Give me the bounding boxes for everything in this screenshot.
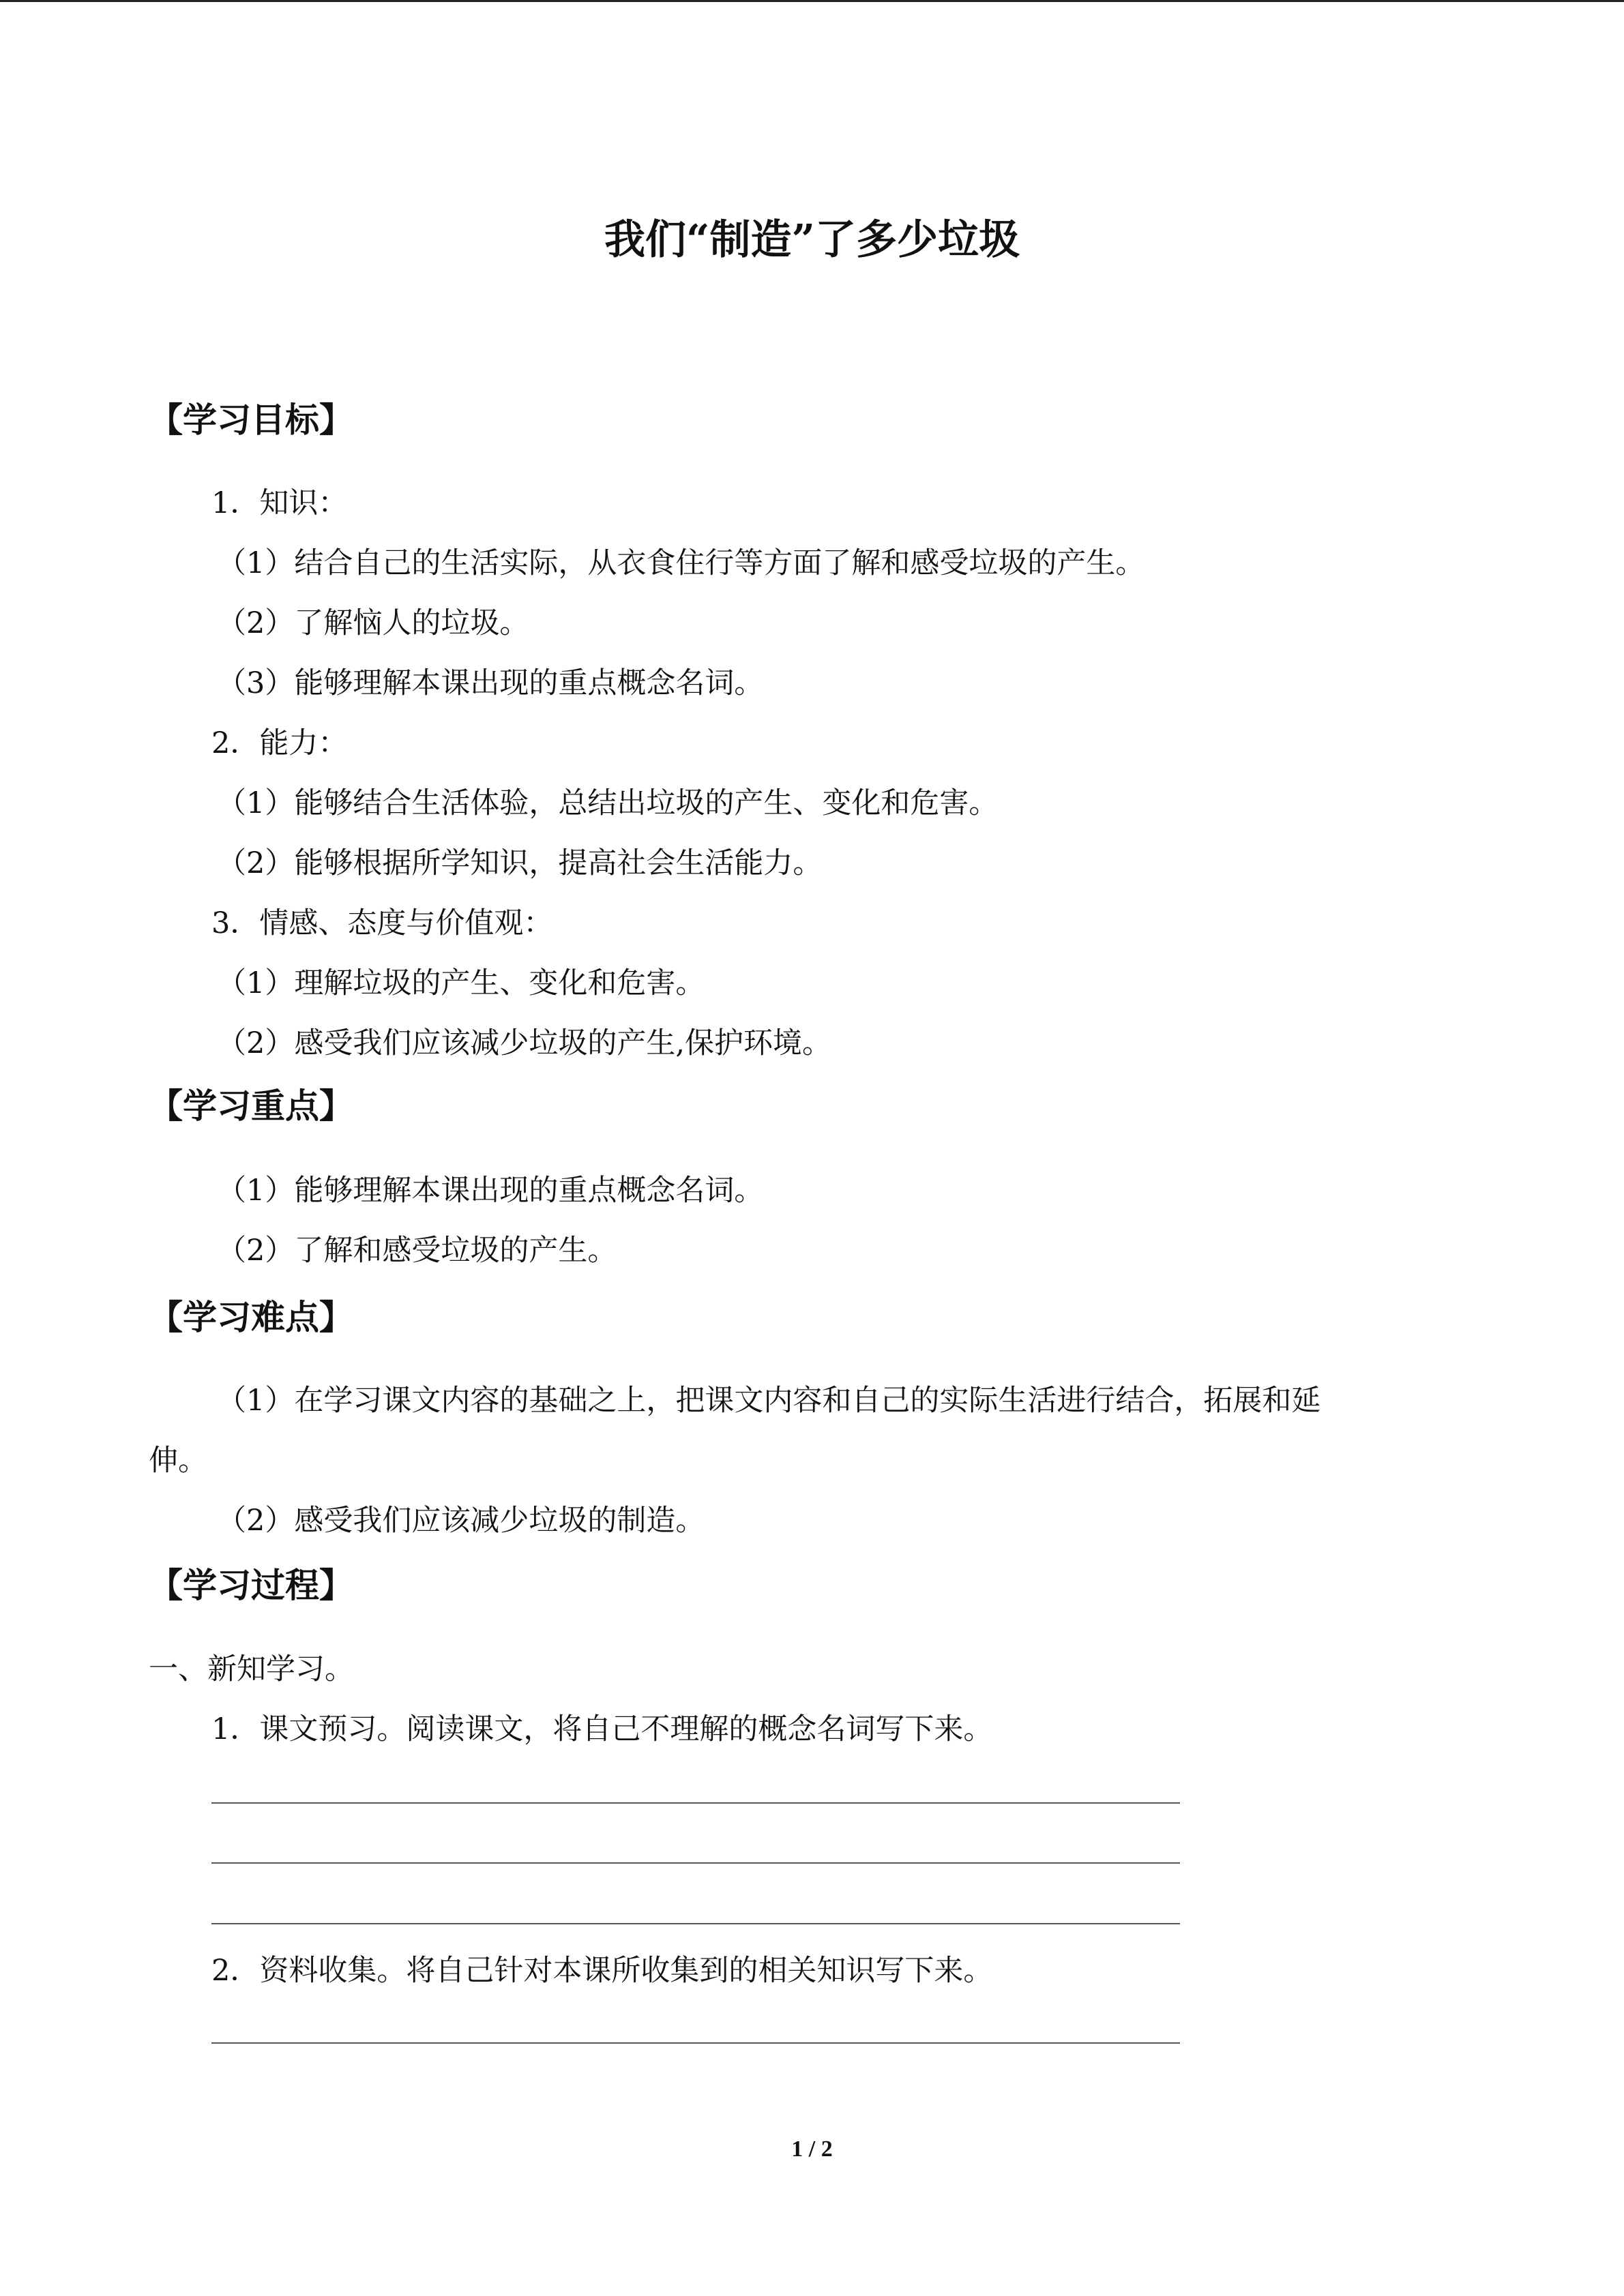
section-heading-difficulties: 【学习难点】 [149, 1297, 353, 1337]
section-heading-objectives: 【学习目标】 [149, 400, 353, 440]
process-line: 2．资料收集。将自己针对本课所收集到的相关知识写下来。 [211, 1954, 993, 1988]
objective-line: （1）理解垃圾的产生、变化和危害。 [217, 966, 705, 1000]
document-title: 我们“制造”了多少垃圾 [604, 216, 1020, 264]
answer-line [211, 1862, 1180, 1864]
objective-line: （3）能够理解本课出现的重点概念名词。 [217, 666, 764, 700]
difficulty-line: 伸。 [149, 1444, 207, 1478]
answer-line [211, 1923, 1180, 1924]
objective-line: （1）能够结合生活体验，总结出垃圾的产生、变化和危害。 [217, 786, 999, 820]
process-line: 一、新知学习。 [149, 1652, 354, 1686]
key-point-line: （1）能够理解本课出现的重点概念名词。 [217, 1174, 764, 1208]
section-heading-process: 【学习过程】 [149, 1565, 353, 1605]
answer-line [211, 2042, 1180, 2044]
difficulty-line: （2）感受我们应该减少垃圾的制造。 [217, 1504, 705, 1538]
objective-line: 2．能力： [211, 726, 348, 760]
difficulty-line: （1）在学习课文内容的基础之上，把课文内容和自己的实际生活进行结合，拓展和延 [217, 1384, 1321, 1418]
objective-line: 3．情感、态度与价值观： [211, 906, 553, 940]
objective-line: （2）了解恼人的垃圾。 [217, 606, 529, 640]
answer-line [211, 1802, 1180, 1804]
process-line: 1．课文预习。阅读课文，将自己不理解的概念名词写下来。 [211, 1712, 993, 1746]
section-heading-key-points: 【学习重点】 [149, 1086, 353, 1126]
key-point-line: （2）了解和感受垃圾的产生。 [217, 1234, 617, 1268]
objective-line: （1）结合自己的生活实际，从衣食住行等方面了解和感受垃圾的产生。 [217, 546, 1145, 580]
objective-line: （2）感受我们应该减少垃圾的产生,保护环境。 [217, 1026, 832, 1060]
objective-line: （2）能够根据所学知识，提高社会生活能力。 [217, 846, 823, 880]
objective-line: 1．知识： [211, 486, 348, 520]
page-number: 1 / 2 [791, 2136, 833, 2162]
